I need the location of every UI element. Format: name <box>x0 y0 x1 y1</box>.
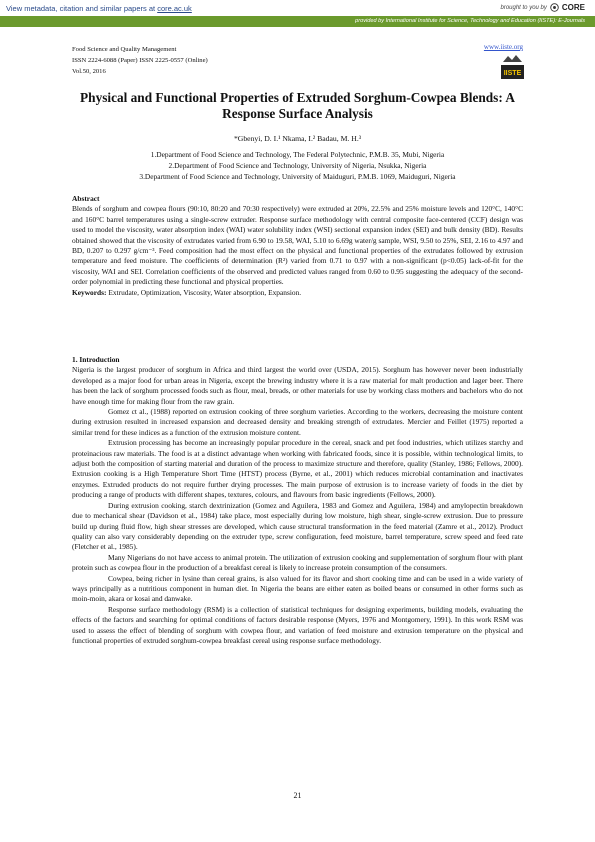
intro-paragraph-4: During extrusion cooking, starch dextrinization (Gomez and Aguilera, 1983 and Gomez and Aguilera, 1984) and amylopectin breakdown due to mechanical shear (Davidson et al., 1984) take place, most especially during low moisture, high shear, single-screw extrusion. Due to pressure build up during fluid flow, high shear stresses are developed, which cause structural transformation in the feed material (Zamre et al., 2012). Product quality can also vary considerably depending on the extruder type, screw configuration, feed moisture, barrel temperature, screw speed and feed rate (Fletcher et al., 1985). <box>72 500 523 552</box>
intro-paragraph-2: Gomez ct al., (1988) reported on extrusion cooking of three sorghum varieties. According to the workers, decreasing the moisture content during extrusion resulted in increased expansion and decreased density and breaking strength of extrudates. Mercier and Feillet (1975) reported a similar trend for these indices as a function of the extrusion moisture content. <box>72 407 523 437</box>
journal-issn: ISSN 2224-6088 (Paper) ISSN 2225-0557 (Online) <box>72 57 208 64</box>
affiliation-3: 3.Department of Food Science and Technology, University of Maiduguri, P.M.B. 1069, Maiduguri, Nigeria <box>139 172 456 181</box>
introduction-heading: 1. Introduction <box>72 355 120 364</box>
keywords-label: Keywords: <box>72 287 107 297</box>
page-number: 21 <box>293 791 302 800</box>
affiliation-2: 2.Department of Food Science and Technology, University of Nigeria, Nsukka, Nigeria <box>168 161 427 170</box>
author-list: *Gbenyi, D. I.¹ Nkama, I.² Badau, M. H.³ <box>233 134 362 143</box>
introduction-section <box>72 355 523 646</box>
abstract-section <box>72 194 523 298</box>
keywords-text: Extrudate, Optimization, Viscosity, Water absorption, Expansion. <box>106 287 302 297</box>
provided-by-text[interactable]: provided by International Institute for Science, Technology and Education (IISTE): E-Journals <box>355 17 585 24</box>
intro-paragraph-1: Nigeria is the largest producer of sorghum in Africa and third largest the world over (USDA, 2015). Sorghum has however never been industrially developed as a major food for urban areas in Nigeria, except the brewing industry where it is a raw material for malt production and lager beer. There has been the lack of sorghum processed foods such as flour, meal, breads, or other materials for use by working class mothers and bachelors who do not have enough time for making flour from the raw grain. <box>72 365 523 406</box>
core-logo-icon <box>550 3 559 12</box>
core-link-prefix: View metadata, citation and similar papers at <box>6 4 158 13</box>
brought-to-you <box>501 3 586 12</box>
intro-paragraph-6: Cowpea, being richer in lysine than cereal grains, is also valued for its flavor and short cooking time and can be used in a wide variety of ways principally as a nutritious component in human diet. In Nigeria the beans are either eaten as boiled beans or consumed in other forms such as moin-moin, akara or kosai and danwake. <box>72 573 523 604</box>
core-logo-text[interactable]: CORE <box>561 3 585 12</box>
paper-title: Physical and Functional Properties of Extruded Sorghum-Cowpea Blends: A Response Surface Analysis <box>80 90 515 121</box>
core-banner <box>0 0 595 30</box>
keywords-line <box>72 288 523 298</box>
intro-paragraph-7: Response surface methodology (RSM) is a collection of statistical techniques for designing experiments, building models, evaluating the effects of the factors and searching for optimal conditions of factors desirable response (Myers, 1976 and Montgomery, 1991). In this work RSM was used to assess the effect of blending of sorghum with cowpea flour, and variation of feed moisture and extrusion temperature on the physical and functional properties of extruded sorghum-cowpea breakfast cereal using response surface methodology. <box>72 604 523 645</box>
core-metadata-link[interactable] <box>6 4 192 13</box>
journal-volume: Vol.50, 2016 <box>72 68 106 75</box>
intro-paragraph-3: Extrusion processing has become an increasingly popular procedure in the cereal, snack and pet food industries, which utilizes starchy and proteinacious raw materials. The food is at a distinct advantage when working with fabricated foods, since it is possible, within technological limits, to adjust both the composition of starting material and duration of the process to maximize structure and therefore, quality (Stanley, 1986; Fellows, 2000). Extrusion cooking is a High Temperature Short Time (HTST) process (Byrne, et al., 2001) which reduces microbial contamination and inactivates enzymes. Extruded products do not require further drying processes. The main purpose of extrusion is to increase variety of foods in the diet by producing a range of products with different shapes, textures, colours, and flavours from basic ingredients (Fellows, 2000). <box>72 438 523 500</box>
abstract-text: Blends of sorghum and cowpea flours (90:10, 80:20 and 70:30 respectively) were extruded at 20%, 22.5% and 25% moisture levels and 120°C, 140°C and 160°C barrel temperatures using a single-screw extruder. Response surface methodology with central composite face-centered (CCF) design was used to model the viscosity, water absorption index (WAI) water solubility index (WSI) sectional expansion index (SEI) and bulk density (BD). Results obtained showed that the viscosity of extrudates varied from 6.90 to 19.58, WAI, 5.10 to 6.69g water/g sample, WSI, 9.50 to 25%, SEI, 2.16 to 4.97 and BD, 0.207 to 0.297 g/cm⁻³. Feed composition had the most effect on the physical and functional properties of the extrudates followed by extrusion temperature and feed moisture. The coefficients of determination (R²) varied from 0.71 to 0.97 with a non-significant (p<0.05) lack-of-fit for the viscosity, WAI and SEI. Correlation coefficients of the observed and predicted values ranged from 0.60 to 0.95 suggesting the adequacy of the second-order polynomial in predicting these functional and physical properties. <box>72 204 523 287</box>
brought-by-label: brought to you by <box>500 4 547 11</box>
intro-paragraph-5: Many Nigerians do not have access to animal protein. The utilization of extrusion cooking and supplementation of sorghum flour with plant protein such as cowpea flour in the production of a breakfast cereal is likely to increase protein consumption of the consumers. <box>72 552 523 573</box>
iiste-logo-text: IISTE <box>503 70 522 77</box>
affiliation-1: 1.Department of Food Science and Technology, The Federal Polytechnic, P.M.B. 35, Mubi, Nigeria <box>150 150 445 159</box>
abstract-heading: Abstract <box>72 194 100 203</box>
core-link-domain[interactable]: core.ac.uk <box>157 4 192 13</box>
journal-header <box>72 44 208 77</box>
iiste-logo-icon <box>500 53 525 80</box>
journal-url-link[interactable]: www.iiste.org <box>483 43 523 51</box>
journal-name: Food Science and Quality Management <box>72 46 177 53</box>
affiliations <box>60 149 535 182</box>
